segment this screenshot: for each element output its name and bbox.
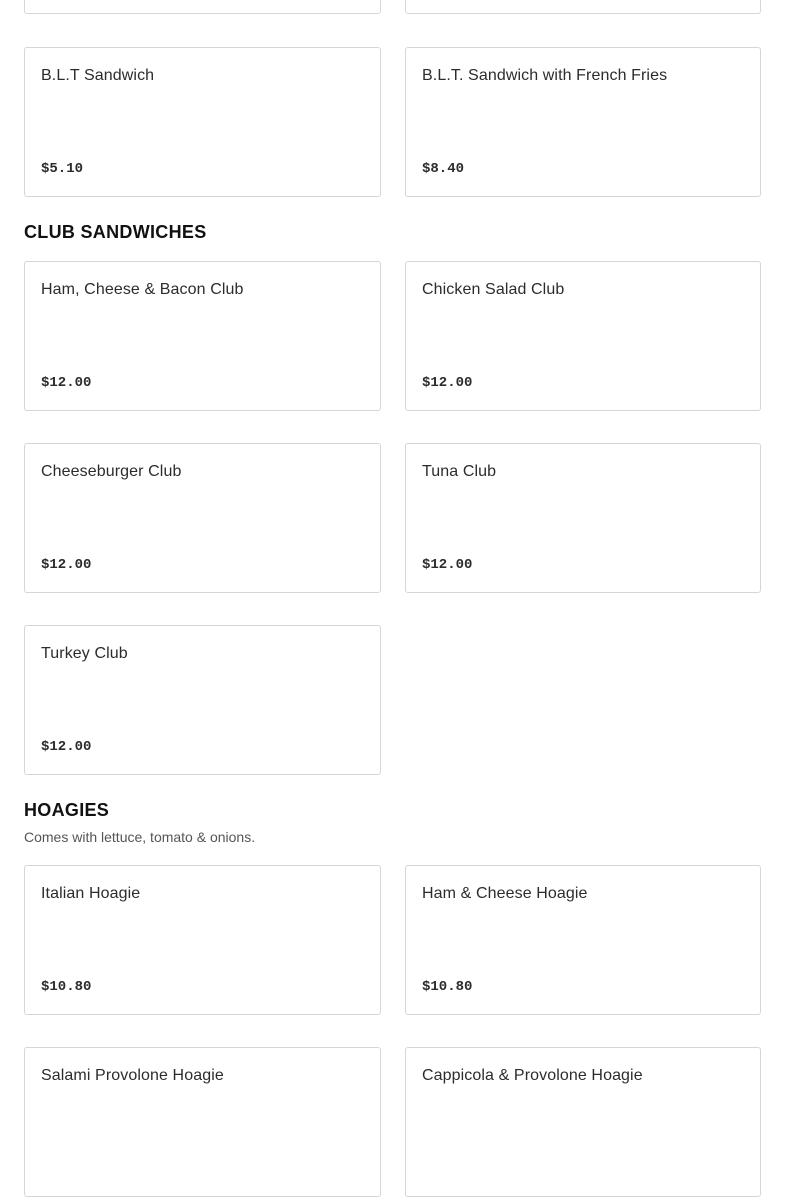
menu-item-price: $12.00 <box>41 557 92 573</box>
menu-item-price: $12.00 <box>422 375 473 391</box>
menu-item-name: Cheeseburger Club <box>41 463 182 480</box>
menu-item-card[interactable] <box>24 625 381 775</box>
section-title-club-sandwiches: CLUB SANDWICHES <box>24 222 207 242</box>
menu-item-card[interactable] <box>405 0 761 14</box>
menu-item-name: Ham, Cheese & Bacon Club <box>41 281 244 298</box>
menu-item-name: Ham & Cheese Hoagie <box>422 885 588 902</box>
menu-item-card[interactable] <box>405 865 761 1015</box>
menu-item-price: $8.40 <box>422 161 465 177</box>
menu-item-name: Chicken Salad Club <box>422 281 565 298</box>
menu-item-name: Turkey Club <box>41 645 128 662</box>
section-title-hoagies: HOAGIES <box>24 800 110 820</box>
menu-item-price: $5.10 <box>41 161 84 177</box>
menu-item-price: $12.00 <box>41 375 92 391</box>
menu-item-card[interactable] <box>24 261 381 411</box>
menu-item-card[interactable] <box>24 1047 381 1197</box>
menu-item-card[interactable] <box>24 47 381 197</box>
menu-item-price: $12.00 <box>422 557 473 573</box>
menu-item-card[interactable] <box>405 443 761 593</box>
menu-item-card[interactable] <box>24 443 381 593</box>
menu-item-price: $12.00 <box>41 739 92 755</box>
menu-item-card[interactable] <box>24 0 381 14</box>
menu-item-name: Cappicola & Provolone Hoagie <box>422 1067 643 1084</box>
menu-item-name: Salami Provolone Hoagie <box>41 1067 224 1084</box>
menu-item-card[interactable] <box>405 1047 761 1197</box>
menu-item-card[interactable] <box>24 865 381 1015</box>
menu-item-name: Italian Hoagie <box>41 885 141 902</box>
menu-item-price: $10.80 <box>422 979 473 995</box>
menu-item-name: Tuna Club <box>422 463 497 480</box>
menu-item-name: B.L.T. Sandwich with French Fries <box>422 67 668 84</box>
menu-item-card[interactable] <box>405 261 761 411</box>
section-description: Comes with lettuce, tomato & onions. <box>24 829 256 845</box>
menu-item-card[interactable] <box>405 47 761 197</box>
menu-item-price: $10.80 <box>41 979 92 995</box>
menu-item-name: B.L.T Sandwich <box>41 67 155 84</box>
